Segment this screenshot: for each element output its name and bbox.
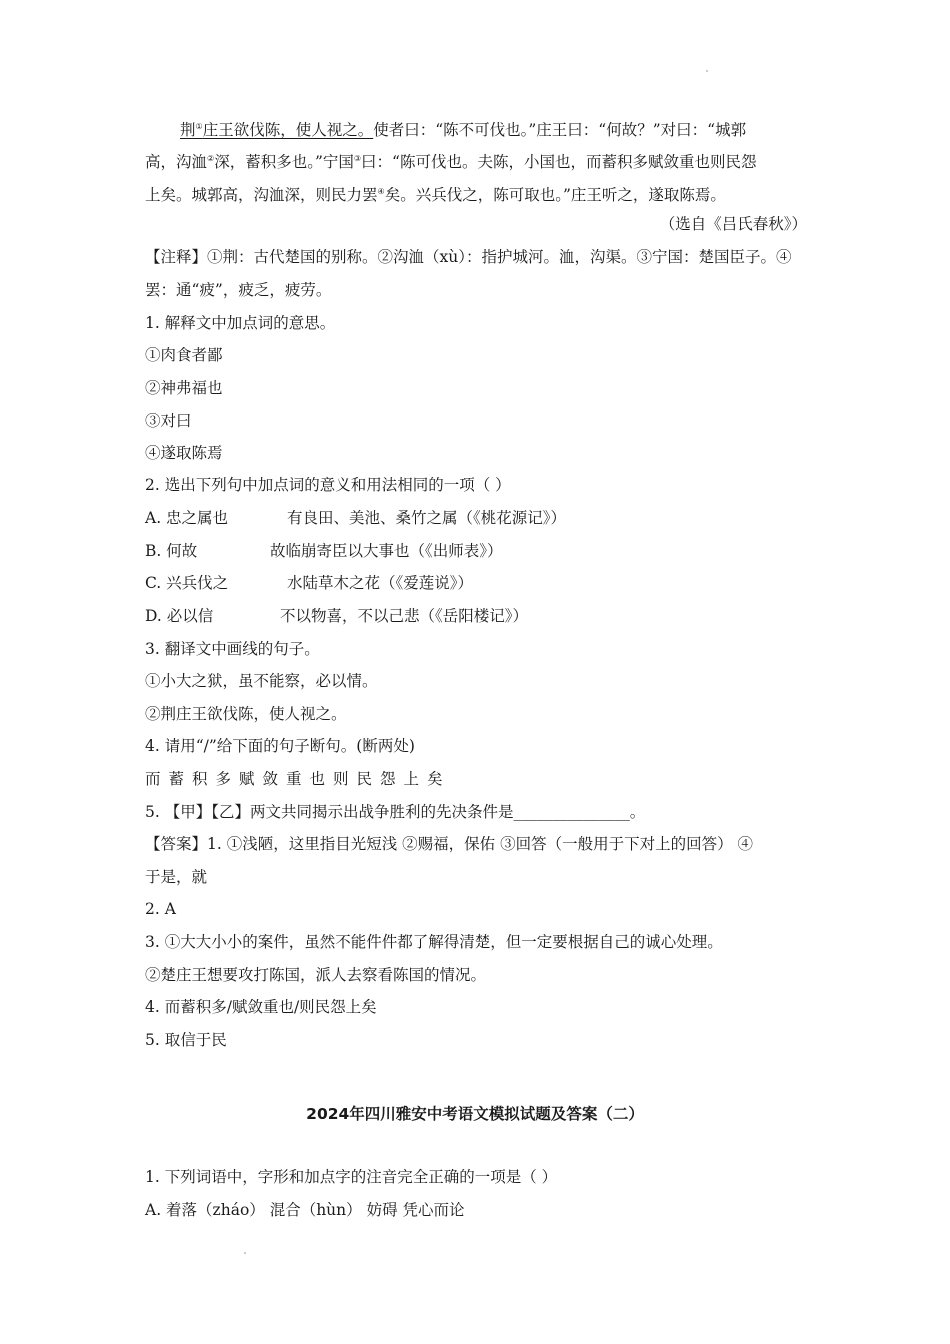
answer-1-line-1: 【答案】1. ①浅陋，这里指目光短浅 ②赐福，保佑 ③回答（一般用于下对上的回答） ④ (145, 835, 753, 853)
scan-speck (244, 1252, 246, 1254)
section-heading: 2024年四川雅安中考语文模拟试题及答案（二） (306, 1105, 644, 1123)
notes-line-1: 【注释】①荆：古代楚国的别称。②沟洫（xù）：指护城河。洫，沟渠。③宁国：楚国臣子。④ (145, 248, 792, 266)
option-compare: 有良田、美池、桑竹之属（《桃花源记》） (287, 509, 567, 527)
option-label: C. 兴兵伐之 (145, 574, 229, 592)
passage-line-1-rest: 使者曰：“陈不可伐也。”庄王曰：“何故？”对曰：“城郭 (373, 121, 747, 139)
answer-5: 5. 取信于民 (145, 1031, 227, 1049)
question-3-title: 3. 翻译文中画线的句子。 (145, 640, 320, 658)
question-2-option-a (145, 508, 567, 528)
question-4-sentence: 而蓄积多赋敛重也则民怨上矣 (145, 770, 451, 788)
passage-line-1 (180, 117, 746, 140)
option-label: B. 何故 (145, 542, 198, 560)
question-1-item: ②神弗福也 (145, 379, 223, 397)
question-1-item: ④遂取陈焉 (145, 444, 223, 462)
next-question-1-title: 1. 下列词语中，字形和加点字的注音完全正确的一项是（ ） (145, 1168, 558, 1186)
question-2-option-d (145, 606, 529, 626)
passage-line-2: 高，沟洫②深，蓄积多也。”宁国③曰：“陈可伐也。夫陈，小国也，而蓄积多赋敛重也则民怨 (145, 153, 757, 171)
underlined-sentence: 荆①庄王欲伐陈，使人视之。 (180, 121, 374, 139)
option-compare: 故临崩寄臣以大事也（《出师表》） (270, 542, 503, 560)
option-label: A. 忠之属也 (145, 509, 229, 527)
question-3-item: ②荆庄王欲伐陈，使人视之。 (145, 705, 347, 723)
option-compare: 不以物喜，不以己悲（《岳阳楼记》） (280, 607, 529, 625)
question-1-item: ①肉食者鄙 (145, 346, 223, 364)
question-1-item: ③对曰 (145, 412, 192, 430)
option-label: D. 必以信 (145, 607, 214, 625)
option-compare: 水陆草木之花（《爱莲说》） (287, 574, 474, 592)
answer-3-line-1: 3. ①大大小小的案件，虽然不能件件都了解得清楚，但一定要根据自己的诚心处理。 (145, 933, 723, 951)
question-2-option-b (145, 541, 503, 561)
question-5-title: 5. 【甲】【乙】两文共同揭示出战争胜利的先决条件是_______________。 (145, 803, 646, 821)
scan-speck (706, 70, 708, 72)
passage-line-3: 上矣。城郭高，沟洫深，则民力罢④矣。兴兵伐之，陈可取也。”庄王听之，遂取陈焉。 (145, 186, 726, 204)
notes-line-2: 罢：通“疲”，疲乏，疲劳。 (145, 281, 332, 299)
question-3-item: ①小大之狱，虽不能察，必以情。 (145, 672, 378, 690)
question-4-title: 4. 请用“/”给下面的句子断句。(断两处) (145, 737, 415, 755)
answer-1-line-2: 于是，就 (145, 868, 208, 886)
answer-3-line-2: ②楚庄王想要攻打陈国，派人去察看陈国的情况。 (145, 966, 487, 984)
question-1-title: 1. 解释文中加点词的意思。 (145, 314, 336, 332)
next-question-1-option-a: A. 着落（zháo） 混合（hùn） 妨碍 凭心而论 (145, 1201, 465, 1219)
question-2-title: 2. 选出下列句中加点词的意义和用法相同的一项（ ） (145, 476, 511, 494)
answer-2: 2. A (145, 900, 176, 918)
question-2-option-c (145, 573, 474, 593)
answer-4: 4. 而蓄积多/赋敛重也/则民怨上矣 (145, 998, 377, 1016)
passage-source: （选自《吕氏春秋》） (659, 215, 807, 233)
